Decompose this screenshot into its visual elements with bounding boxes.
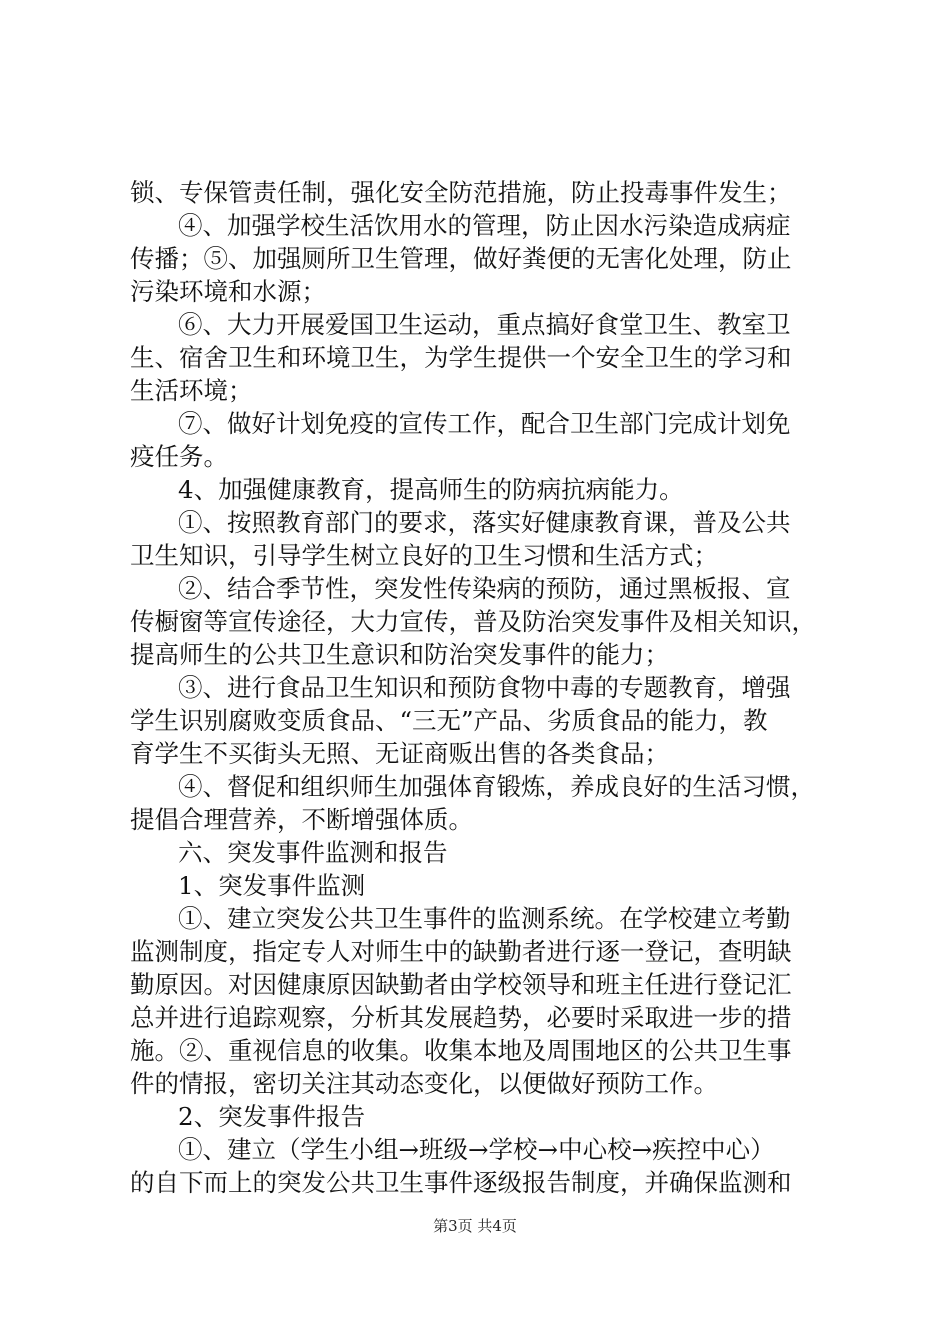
text-line: ①、建立（学生小组→班级→学校→中心校→疾控中心） bbox=[178, 1135, 775, 1164]
text-line: 育学生不买街头无照、无证商贩出售的各类食品； bbox=[130, 739, 669, 768]
text-line: ⑥、大力开展爱国卫生运动，重点搞好食堂卫生、教室卫 bbox=[178, 310, 791, 339]
text-line: 监测制度，指定专人对师生中的缺勤者进行逐一登记，查明缺 bbox=[130, 937, 792, 966]
text-line: 疫任务。 bbox=[130, 442, 228, 471]
text-line: ⑦、做好计划免疫的宣传工作，配合卫生部门完成计划免 bbox=[178, 409, 791, 438]
text-line: 锁、专保管责任制，强化安全防范措施，防止投毒事件发生； bbox=[130, 178, 792, 207]
text-line: ③、进行食品卫生知识和预防食物中毒的专题教育，增强 bbox=[178, 673, 791, 702]
text-line: ②、结合季节性，突发性传染病的预防，通过黑板报、宣 bbox=[178, 574, 791, 603]
text-line: 学生识别腐败变质食品、“三无”产品、劣质食品的能力，教 bbox=[130, 706, 768, 735]
text-line: 生活环境； bbox=[130, 376, 253, 405]
text-line: 六、突发事件监测和报告 bbox=[178, 838, 448, 867]
text-line: 提高师生的公共卫生意识和防治突发事件的能力； bbox=[130, 640, 669, 669]
text-line: ④、督促和组织师生加强体育锻炼，养成良好的生活习惯， bbox=[178, 772, 815, 801]
text-line: 污染环境和水源； bbox=[130, 277, 326, 306]
text-line: 的自下而上的突发公共卫生事件逐级报告制度，并确保监测和 bbox=[130, 1168, 792, 1197]
text-line: 1、突发事件监测 bbox=[178, 871, 366, 900]
text-line: 2、突发事件报告 bbox=[178, 1102, 366, 1131]
text-line: 传播；⑤、加强厕所卫生管理，做好粪便的无害化处理，防止 bbox=[130, 244, 792, 273]
text-line: 卫生知识，引导学生树立良好的卫生习惯和生活方式； bbox=[130, 541, 718, 570]
text-line: 总并进行追踪观察，分析其发展趋势，必要时采取进一步的措 bbox=[130, 1003, 792, 1032]
text-line: ④、加强学校生活饮用水的管理，防止因水污染造成病症 bbox=[178, 211, 791, 240]
text-line: 生、宿舍卫生和环境卫生，为学生提供一个安全卫生的学习和 bbox=[130, 343, 792, 372]
text-line: 提倡合理营养，不断增强体质。 bbox=[130, 805, 473, 834]
text-line: ①、建立突发公共卫生事件的监测系统。在学校建立考勤 bbox=[178, 904, 791, 933]
text-line: ①、按照教育部门的要求，落实好健康教育课，普及公共 bbox=[178, 508, 791, 537]
text-line: 勤原因。对因健康原因缺勤者由学校领导和班主任进行登记汇 bbox=[130, 970, 792, 999]
text-line: 4、加强健康教育，提高师生的防病抗病能力。 bbox=[178, 475, 684, 504]
text-line: 施。②、重视信息的收集。收集本地及周围地区的公共卫生事 bbox=[130, 1036, 792, 1065]
text-line: 件的情报，密切关注其动态变化，以便做好预防工作。 bbox=[130, 1069, 718, 1098]
page-footer: 第3页 共4页 bbox=[433, 1217, 517, 1235]
text-line: 传橱窗等宣传途径，大力宣传，普及防治突发事件及相关知识， bbox=[130, 607, 816, 636]
